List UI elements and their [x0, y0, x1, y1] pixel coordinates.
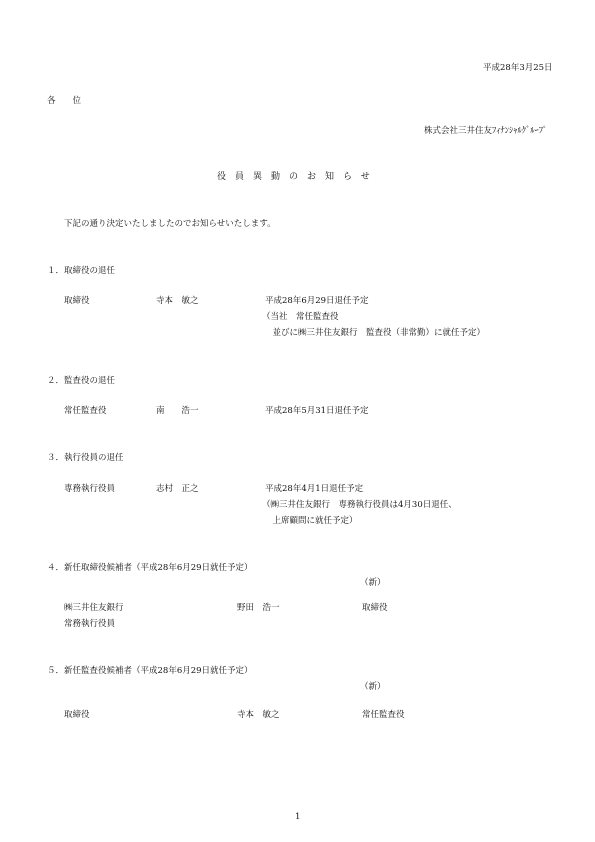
section-2-name: 南 浩一: [156, 406, 199, 416]
section-4-new-label: （新）: [360, 578, 386, 588]
section-2-note-1: 平成28年5月31日退任予定: [265, 406, 369, 416]
section-3-note-2: （㈱三井住友銀行 専務執行役員は4月30日退任、: [262, 500, 457, 510]
addressee: 各 位: [47, 96, 82, 106]
section-5-new-label: （新）: [360, 682, 386, 692]
section-2-heading: ２．監査役の退任: [47, 376, 116, 386]
section-1-heading: １．取締役の退任: [47, 266, 116, 276]
page-number: 1: [295, 812, 301, 822]
section-4-heading: ４．新任取締役候補者（平成28年6月29日就任予定）: [47, 563, 253, 573]
section-1-note-2: （当社 常任監査役: [262, 312, 339, 322]
section-1-name: 寺本 敏之: [156, 296, 199, 306]
section-5-heading: ５．新任監査役候補者（平成28年6月29日就任予定）: [47, 666, 253, 676]
section-4-current-line-1: ㈱三井住友銀行: [64, 603, 124, 613]
section-3-name: 志村 正之: [156, 484, 199, 494]
document-title: 役員異動のお知らせ: [217, 172, 379, 182]
section-3-note-3: 上席顧問に就任予定）: [264, 516, 358, 526]
section-5-new-position: 常任監査役: [362, 710, 405, 720]
section-5-current-line-1: 取締役: [64, 710, 90, 720]
section-2-position: 常任監査役: [64, 406, 107, 416]
section-3-position: 専務執行役員: [64, 484, 116, 494]
section-3-heading: ３．執行役員の退任: [47, 453, 124, 463]
section-4-current-line-2: 常務執行役員: [64, 619, 116, 629]
section-4-new-position: 取締役: [362, 603, 388, 613]
company-name: 株式会社三井住友ﾌｨﾅﾝｼｬﾙｸﾞﾙｰﾌﾟ: [424, 126, 548, 136]
section-1-position: 取締役: [64, 296, 90, 306]
section-4-name: 野田 浩一: [237, 603, 280, 613]
section-5-name: 寺本 敏之: [237, 710, 280, 720]
section-1-note-1: 平成28年6月29日退任予定: [265, 296, 369, 306]
document-date: 平成28年3月25日: [483, 63, 553, 73]
section-1-note-3: 並びに㈱三井住友銀行 監査役（非常勤）に就任予定）: [264, 328, 486, 338]
intro-text: 下記の通り決定いたしましたのでお知らせいたします。: [64, 219, 276, 229]
section-3-note-1: 平成28年4月1日退任予定: [265, 484, 364, 494]
